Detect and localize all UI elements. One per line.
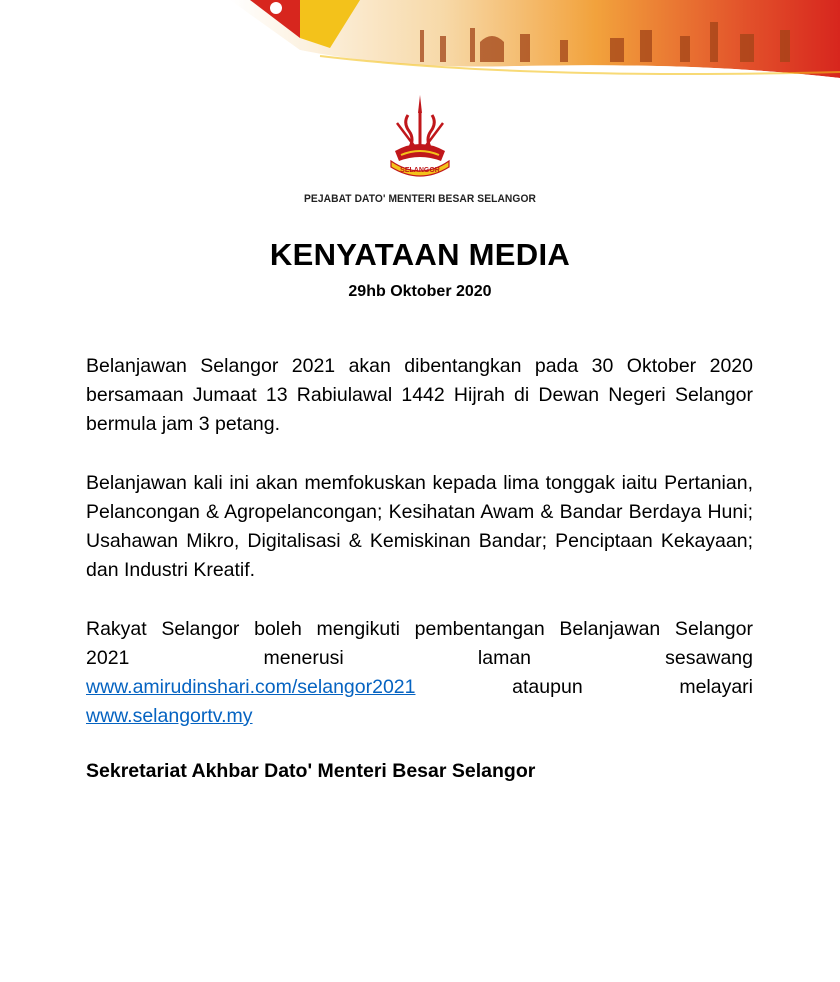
office-name: PEJABAT DATO' MENTERI BESAR SELANGOR	[303, 193, 537, 205]
paragraph-budget-pillars: Belanjawan kali ini akan memfokuskan kepada lima tonggak iaitu Pertanian, Pelancongan & Agropelancongan; Kesihatan Awam & Bandar Berdaya Huni; Usahawan Mikro, Digitalisasi & Kemiskinan Bandar; Penciptaan Kekayaan; dan Industri Kreatif.	[86, 472, 753, 581]
document-date: 29hb Oktober 2020	[348, 283, 492, 300]
paragraph-budget-date: Belanjawan Selangor 2021 akan dibentangkan pada 30 Oktober 2020 bersamaan Jumaat 13 Rabiulawal 1442 Hijrah di Dewan Negeri Selangor bermula jam 3 petang.	[86, 355, 753, 435]
header-banner	[0, 0, 840, 88]
banner-graphic	[0, 0, 840, 88]
paragraph3-middle-text: ataupun melayari	[512, 676, 754, 698]
paragraph3-line1: Rakyat Selangor boleh mengikuti pembentangan Belanjawan Selangor	[86, 618, 753, 640]
crest-label: SELANGOR	[400, 167, 440, 174]
paragraph3-line2: 2021 menerusi laman sesawang	[86, 647, 753, 669]
document-title: KENYATAAN MEDIA	[269, 237, 571, 272]
paragraph-how-to-follow	[86, 615, 753, 731]
signature: Sekretariat Akhbar Dato' Menteri Besar Selangor	[86, 760, 536, 782]
paragraph3-line3	[86, 673, 753, 702]
paragraph3-line4	[86, 702, 753, 731]
link-amirudinshari[interactable]: www.amirudinshari.com/selangor2021	[86, 676, 416, 698]
selangor-crest-logo	[375, 93, 465, 185]
link-selangortv[interactable]: www.selangortv.my	[86, 705, 253, 727]
